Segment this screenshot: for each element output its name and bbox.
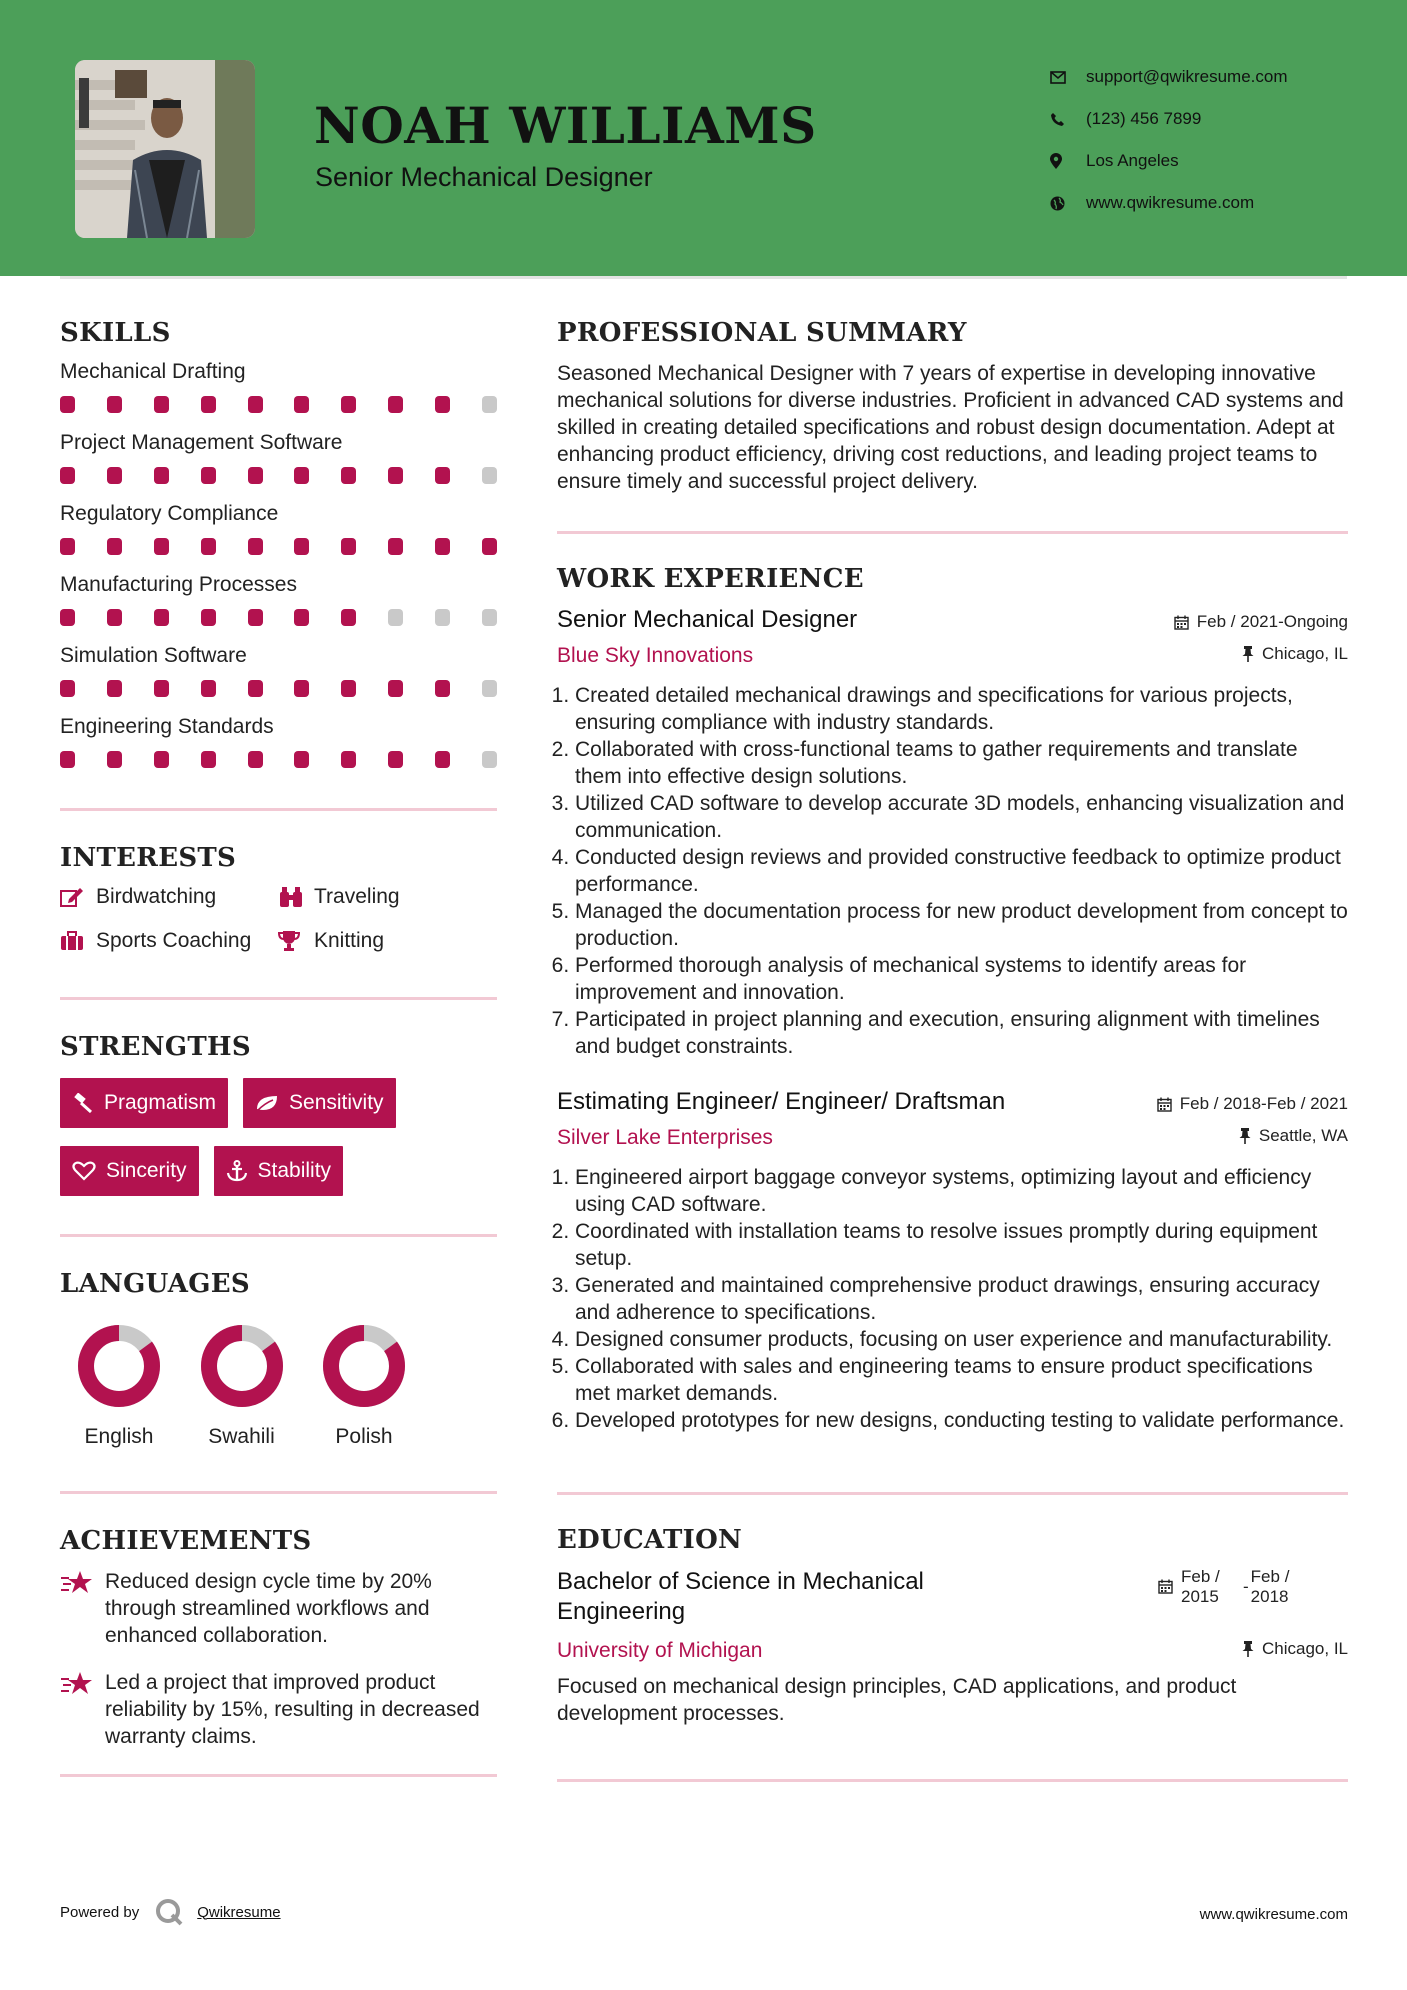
skills-section: [60, 318, 497, 768]
rating-dot: [294, 609, 309, 626]
skill-rating: [60, 751, 497, 768]
job-bullet: 5. Collaborated with sales and engineering teams to ensure product specifications met market demands.: [575, 1353, 1348, 1407]
rating-dot: [435, 751, 450, 768]
job-title: Estimating Engineer/ Engineer/ Draftsman: [557, 1088, 1006, 1115]
job-bullets: [557, 682, 1348, 1060]
contact-location-text: Los Angeles: [1086, 151, 1179, 170]
strength-chip: [214, 1146, 344, 1196]
language-donut-chart: [199, 1323, 285, 1409]
strength-label: Pragmatism: [104, 1091, 217, 1114]
job-subheader: [557, 1126, 1348, 1150]
job-bullet: 7. Participated in project planning and execution, ensuring alignment with timelines and budget constraints.: [575, 1006, 1348, 1060]
language-donut-chart: [76, 1323, 162, 1409]
skill-name: Simulation Software: [60, 644, 247, 667]
rating-dot: [107, 680, 122, 697]
contact-phone[interactable]: [1050, 98, 1288, 140]
contact-website[interactable]: [1050, 182, 1288, 224]
languages-title: LANGUAGES: [60, 1269, 250, 1299]
rating-dot: [154, 396, 169, 413]
job-date-text: Feb / 2018-Feb / 2021: [1179, 1094, 1348, 1113]
rating-dot: [341, 680, 356, 697]
section-divider: [60, 1491, 497, 1494]
star-icon: [60, 1568, 105, 1649]
job-location-text: Chicago, IL: [1262, 644, 1348, 663]
job-entry: [557, 606, 1348, 1060]
candidate-role: Senior Mechanical Designer: [315, 162, 653, 192]
rating-dot: [388, 680, 403, 697]
job-location: [1239, 1126, 1348, 1146]
job-bullet: 3. Utilized CAD software to develop accurate 3D models, enhancing visualization and communication.: [575, 790, 1348, 844]
rating-dot: [248, 396, 263, 413]
rating-dot: [107, 609, 122, 626]
job-date: [1157, 1094, 1348, 1114]
job-subheader: [557, 644, 1348, 668]
school-name: University of Michigan: [557, 1639, 763, 1662]
rating-dot: [388, 538, 403, 555]
education-end-year: 2018: [1250, 1587, 1289, 1606]
education-end: [1251, 1567, 1290, 1607]
skill-rating: [60, 396, 497, 413]
education-start-month: Feb /: [1181, 1567, 1220, 1586]
rating-dot: [154, 538, 169, 555]
profile-photo: [75, 60, 255, 238]
skill-rating: [60, 467, 497, 484]
rating-dot: [201, 609, 216, 626]
rating-dot: [60, 751, 75, 768]
rating-dot: [60, 396, 75, 413]
rating-dot: [154, 609, 169, 626]
interest-label: Traveling: [314, 885, 400, 908]
interest-label: Birdwatching: [96, 885, 217, 908]
job-bullet: 1. Created detailed mechanical drawings and specifications for various projects, ensuring compliance with industry standards.: [575, 682, 1348, 736]
rating-dot: [482, 538, 497, 555]
qwikresume-link[interactable]: Qwikresume: [197, 1903, 281, 1921]
rating-dot: [107, 467, 122, 484]
rating-dot: [435, 467, 450, 484]
interest-label: Knitting: [314, 929, 385, 952]
map-marker-icon: [1050, 153, 1086, 169]
skill-name: Project Management Software: [60, 431, 343, 454]
job-location-text: Seattle, WA: [1258, 1126, 1348, 1145]
rating-dot: [341, 396, 356, 413]
summary-title: PROFESSIONAL SUMMARY: [557, 318, 967, 348]
education-start: [1181, 1567, 1243, 1607]
job-date-text: Feb / 2021-Ongoing: [1196, 612, 1348, 631]
section-divider: [557, 531, 1348, 534]
summary-text: Seasoned Mechanical Designer with 7 years of expertise in developing innovative mechanical solutions for diverse industries. Proficient in advanced CAD systems and skilled in creating detailed specifications and robust design documentation. Adept at enhancing product efficiency, driving cost reductions, and leading project teams to ensure timely and successful project delivery.: [557, 362, 1344, 493]
experience-section: [557, 564, 1348, 1434]
job-location: [1242, 644, 1348, 664]
rating-dot: [201, 538, 216, 555]
achievement-item: [60, 1669, 497, 1750]
education-location-text: Chicago, IL: [1262, 1639, 1348, 1658]
rating-dot: [435, 396, 450, 413]
powered-by-text: Powered by: [60, 1903, 140, 1921]
rating-dot: [435, 538, 450, 555]
job-bullet: 2. Collaborated with cross-functional teams to gather requirements and translate them into effective design solutions.: [575, 736, 1348, 790]
summary-section: [557, 318, 1348, 495]
skill-name: Engineering Standards: [60, 715, 274, 738]
section-divider: [60, 997, 497, 1000]
job-title: Senior Mechanical Designer: [557, 606, 858, 633]
achievement-text: Led a project that improved product reliability by 15%, resulting in decreased warranty claims.: [105, 1671, 480, 1748]
skill-rating: [60, 609, 497, 626]
calendar-icon: [1158, 1579, 1173, 1594]
footer-powered-by: [60, 1898, 281, 1926]
anchor-icon: [226, 1160, 248, 1182]
rating-dot: [341, 538, 356, 555]
envelope-icon: [1050, 71, 1086, 84]
section-divider: [557, 1779, 1348, 1782]
job-bullets: [557, 1164, 1348, 1434]
company-name: Silver Lake Enterprises: [557, 1126, 773, 1149]
strength-chip: [60, 1078, 228, 1128]
rating-dot: [341, 609, 356, 626]
interest-item: [60, 929, 278, 953]
pin-icon: [1239, 1128, 1251, 1144]
calendar-icon: [1174, 615, 1189, 630]
pin-icon: [1242, 1641, 1254, 1657]
rating-dot: [482, 609, 497, 626]
rating-dot: [388, 467, 403, 484]
job-bullet: 6. Developed prototypes for new designs, conducting testing to validate performance.: [575, 1407, 1348, 1434]
strength-label: Sincerity: [106, 1159, 187, 1182]
interests-title: INTERESTS: [60, 843, 237, 873]
rating-dot: [201, 751, 216, 768]
language-donut-chart: [321, 1323, 407, 1409]
rating-dot: [60, 680, 75, 697]
rating-dot: [294, 680, 309, 697]
job-header: [557, 1088, 1348, 1116]
star-icon: [60, 1669, 105, 1750]
skill-name: Manufacturing Processes: [60, 573, 297, 596]
rating-dot: [248, 609, 263, 626]
rating-dot: [388, 609, 403, 626]
rating-dot: [248, 751, 263, 768]
interests-section: [60, 843, 497, 953]
language-name: Swahili: [208, 1425, 275, 1448]
right-column: [557, 318, 1348, 1782]
job-bullet: 2. Coordinated with installation teams to resolve issues promptly during equipment setup.: [575, 1218, 1348, 1272]
footer-website[interactable]: www.qwikresume.com: [1199, 1906, 1348, 1923]
rating-dot: [248, 538, 263, 555]
skills-list: [60, 360, 497, 768]
degree-title: Bachelor of Science in Mechanical Engineering: [557, 1568, 924, 1625]
rating-dot: [248, 467, 263, 484]
job-date: [1174, 612, 1348, 632]
education-description: Focused on mechanical design principles, CAD applications, and product development processes.: [557, 1675, 1237, 1725]
strengths-section: [60, 1032, 497, 1196]
skill-rating: [60, 680, 497, 697]
rating-dot: [435, 609, 450, 626]
rating-dot: [60, 467, 75, 484]
rating-dot: [248, 680, 263, 697]
binoculars-icon: [278, 886, 314, 908]
rating-dot: [341, 467, 356, 484]
job-bullet: 5. Managed the documentation process for new product development from concept to production.: [575, 898, 1348, 952]
rating-dot: [107, 538, 122, 555]
education-header: [557, 1567, 1348, 1627]
rating-dot: [482, 396, 497, 413]
candidate-name: NOAH WILLIAMS: [314, 96, 817, 155]
job-bullet: 4. Conducted design reviews and provided constructive feedback to optimize product performance.: [575, 844, 1348, 898]
skill-rating: [60, 538, 497, 555]
left-column: [60, 318, 497, 1777]
rating-dot: [294, 751, 309, 768]
globe-icon: [1050, 196, 1086, 211]
interest-item: [60, 885, 278, 909]
education-title: EDUCATION: [557, 1525, 743, 1555]
rating-dot: [154, 680, 169, 697]
interest-item: [278, 929, 497, 953]
language-item: [309, 1323, 419, 1449]
company-name: Blue Sky Innovations: [557, 644, 754, 667]
language-name: Polish: [335, 1425, 393, 1448]
education-date: [1158, 1567, 1348, 1607]
strength-label: Stability: [257, 1159, 332, 1182]
rating-dot: [388, 751, 403, 768]
rating-dot: [154, 467, 169, 484]
header-divider: [60, 276, 1347, 279]
language-name: English: [84, 1425, 154, 1448]
rating-dot: [482, 680, 497, 697]
strengths-title: STRENGTHS: [60, 1032, 251, 1062]
qwikresume-logo-icon: [155, 1898, 183, 1926]
section-divider: [557, 1492, 1348, 1495]
pin-icon: [1242, 646, 1254, 662]
rating-dot: [435, 680, 450, 697]
language-item: [64, 1323, 174, 1449]
rating-dot: [107, 751, 122, 768]
interests-list: [60, 885, 497, 953]
achievements-title: ACHIEVEMENTS: [60, 1526, 312, 1556]
briefcase-icon: [60, 931, 96, 951]
skill-name: Regulatory Compliance: [60, 502, 279, 525]
section-divider: [60, 1774, 497, 1777]
gavel-icon: [72, 1093, 94, 1113]
rating-dot: [154, 751, 169, 768]
contact-website-text: www.qwikresume.com: [1086, 193, 1255, 212]
rating-dot: [294, 538, 309, 555]
rating-dot: [482, 751, 497, 768]
rating-dot: [107, 396, 122, 413]
interest-label: Sports Coaching: [96, 929, 252, 952]
job-header: [557, 606, 1348, 634]
languages-section: [60, 1269, 497, 1449]
achievements-section: [60, 1526, 497, 1750]
contact-phone-text: (123) 456 7899: [1086, 109, 1202, 128]
contact-email-text: support@qwikresume.com: [1086, 67, 1288, 86]
trophy-icon: [278, 930, 314, 952]
job-bullet: 6. Performed thorough analysis of mechanical systems to identify areas for improvement and innovation.: [575, 952, 1348, 1006]
rating-dot: [60, 538, 75, 555]
heart-icon: [72, 1161, 96, 1181]
job-bullet: 4. Designed consumer products, focusing on user experience and manufacturability.: [575, 1326, 1348, 1353]
job-bullet: 3. Generated and maintained comprehensive product drawings, ensuring accuracy and adherence to specifications.: [575, 1272, 1348, 1326]
rating-dot: [201, 396, 216, 413]
rating-dot: [201, 467, 216, 484]
skill-name: Mechanical Drafting: [60, 360, 246, 383]
strength-label: Sensitivity: [289, 1091, 384, 1114]
rating-dot: [482, 467, 497, 484]
education-location: [1242, 1639, 1348, 1659]
contact-location: [1050, 140, 1288, 182]
strengths-list: [60, 1078, 497, 1196]
calendar-icon: [1157, 1097, 1172, 1112]
education-section: [557, 1525, 1348, 1727]
rating-dot: [341, 751, 356, 768]
pencil-square-icon: [60, 887, 96, 907]
achievement-item: [60, 1568, 497, 1649]
rating-dot: [294, 396, 309, 413]
contact-email[interactable]: [1050, 56, 1288, 98]
language-item: [187, 1323, 297, 1449]
section-divider: [60, 1234, 497, 1237]
phone-icon: [1050, 112, 1086, 127]
strength-chip: [60, 1146, 199, 1196]
contact-list: [1050, 56, 1288, 224]
skills-title: SKILLS: [60, 318, 171, 348]
job-entry: [557, 1088, 1348, 1434]
experience-title: WORK EXPERIENCE: [557, 564, 864, 594]
rating-dot: [294, 467, 309, 484]
education-end-month: Feb /: [1250, 1567, 1290, 1586]
rating-dot: [60, 609, 75, 626]
strength-chip: [243, 1078, 396, 1128]
interest-item: [278, 885, 497, 909]
achievement-text: Reduced design cycle time by 20% through streamlined workflows and enhanced collaboration.: [105, 1570, 432, 1647]
education-subheader: [557, 1639, 1348, 1663]
leaf-icon: [255, 1094, 279, 1112]
rating-dot: [201, 680, 216, 697]
section-divider: [60, 808, 497, 811]
rating-dot: [388, 396, 403, 413]
education-date-sep: -: [1243, 1577, 1249, 1596]
education-start-year: 2015: [1181, 1587, 1219, 1606]
job-bullet: 1. Engineered airport baggage conveyor systems, optimizing layout and efficiency using CAD software.: [575, 1164, 1348, 1218]
languages-list: [64, 1323, 419, 1449]
